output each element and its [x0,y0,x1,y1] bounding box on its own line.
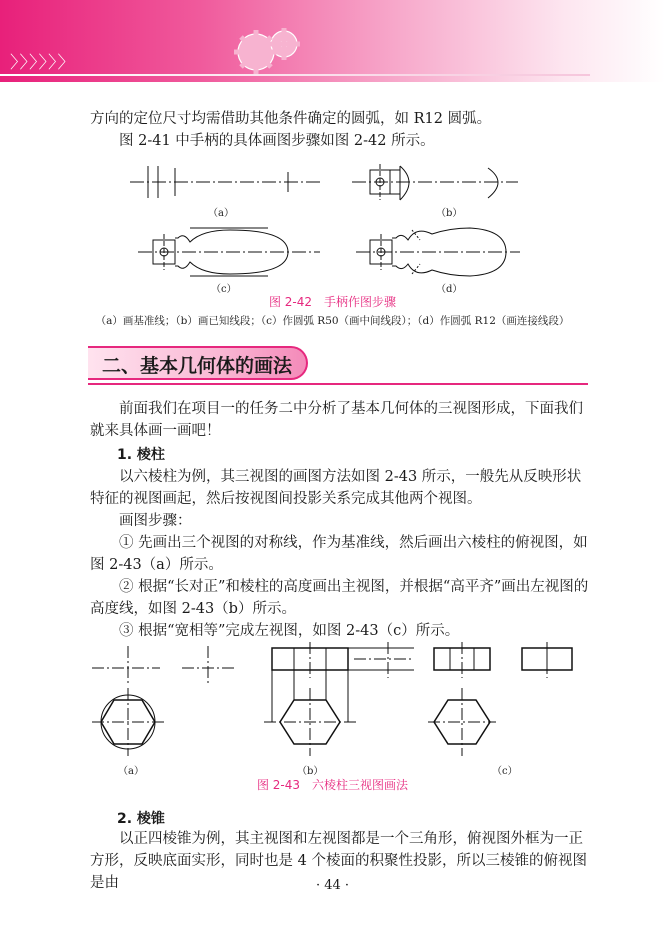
paragraph-text: 画图步骤： [119,513,192,529]
figure-2-42 [120,156,540,296]
paragraph-text: ① 先画出三个视图的对称线，作为基准线，然后画出六棱柱的俯视图，如图 2-43（a）所示。 [90,535,588,573]
subsection-heading: 1. 棱柱 [117,447,165,463]
section-heading [88,346,320,382]
section-title: 二、基本几何体的画法 [102,355,293,377]
gear-decoration-icon [228,20,308,80]
figure-label-c: （c） [211,284,237,295]
subsection-heading: 2. 棱锥 [117,811,165,827]
figure-subcaption: （a）画基准线；（b）画已知线段；（c）作圆弧 R50（画中间线段）；（d）作圆弧 R12（画连接线段） [95,315,570,327]
page-number: · 44 · [315,878,350,893]
paragraph-text: 以正四棱锥为例，其主视图和左视图都是一个三角形，俯视图外框为一正方形，反映底面实形，同时也是 4 个棱面的积聚性投影，所以三棱锥的俯视图是由 [90,831,587,891]
figure-label-a: （a） [118,766,144,777]
header-chevrons: 〉〉〉〉〉〉 [10,53,76,73]
section-rule [88,383,588,385]
paragraph-text: ③ 根据“宽相等”完成左视图，如图 2-43（c）所示。 [119,623,460,639]
figure-label-c: （c） [492,766,518,777]
paragraph-text: 前面我们在项目一的任务二中分析了基本几何体的三视图形成，下面我们就来具体画一画吧！ [90,401,583,439]
paragraph-text: ② 根据“长对正”和棱柱的高度画出主视图，并根据“高平齐”画出左视图的高度线，如图 2-43（b）所示。 [90,579,589,617]
figure-label-b: （b） [297,766,324,777]
paragraph-text: 图 2-41 中手柄的具体画图步骤如图 2-42 所示。 [119,133,435,149]
figure-label-d: （d） [436,284,463,295]
figure-2-43 [84,640,594,760]
figure-label-b: （b） [436,208,463,219]
figure-label-a: （a） [208,208,234,219]
page-header-band [0,0,665,82]
paragraph-text: 方向的定位尺寸均需借助其他条件确定的圆弧，如 R12 圆弧。 [90,111,492,127]
paragraph-text: 以六棱柱为例，其三视图的画图方法如图 2-43 所示，一般先从反映形状特征的视图画起，然后按视图间投影关系完成其他两个视图。 [90,469,582,507]
figure-caption: 图 2-43 六棱柱三视图画法 [256,778,409,792]
figure-caption: 图 2-42 手柄作图步骤 [268,295,397,309]
